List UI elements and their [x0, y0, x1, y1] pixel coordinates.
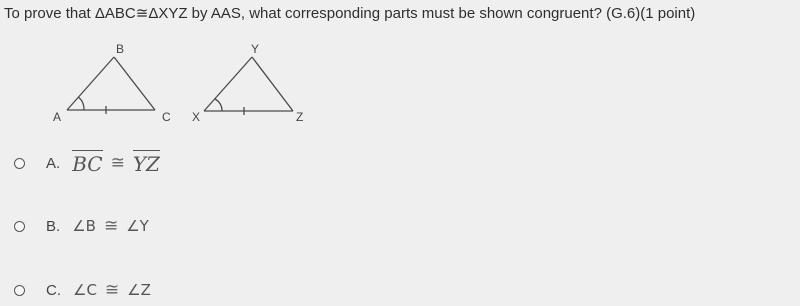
congruent-symbol: ≅ [104, 280, 120, 300]
angle-y: ∠Y [126, 217, 149, 235]
triangle-xyz [204, 57, 293, 115]
congruent-symbol: ≅ [103, 216, 119, 236]
radio-button-c[interactable] [14, 285, 25, 296]
choice-c[interactable] [14, 278, 151, 302]
choice-c-letter: C. [46, 281, 61, 299]
triangle-abc [67, 57, 155, 114]
choice-a[interactable] [14, 151, 160, 175]
question-text: To prove that ΔABC≅ΔXYZ by AAS, what corresponding parts must be shown congruent? (G.6)(1 point) [4, 5, 696, 22]
vertex-label-y: Y [251, 42, 260, 56]
vertex-label-a: A [53, 110, 62, 124]
choice-b-letter: B. [46, 217, 61, 235]
angle-b: ∠B [72, 217, 96, 235]
vertex-label-x: X [192, 110, 201, 124]
vertex-label-c: C [162, 110, 171, 124]
congruent-symbol: ≅ [110, 153, 125, 173]
segment-yz: YZ [132, 152, 160, 176]
angle-c: ∠C [73, 281, 97, 299]
radio-button-b[interactable] [14, 221, 25, 232]
vertex-label-b: B [116, 42, 125, 56]
choice-b[interactable] [14, 214, 149, 238]
choice-a-letter: A. [46, 154, 61, 172]
radio-button-a[interactable] [14, 158, 25, 169]
segment-bc: BC [72, 152, 103, 176]
angle-z: ∠Z [127, 281, 151, 299]
vertex-label-z: Z [296, 110, 304, 124]
